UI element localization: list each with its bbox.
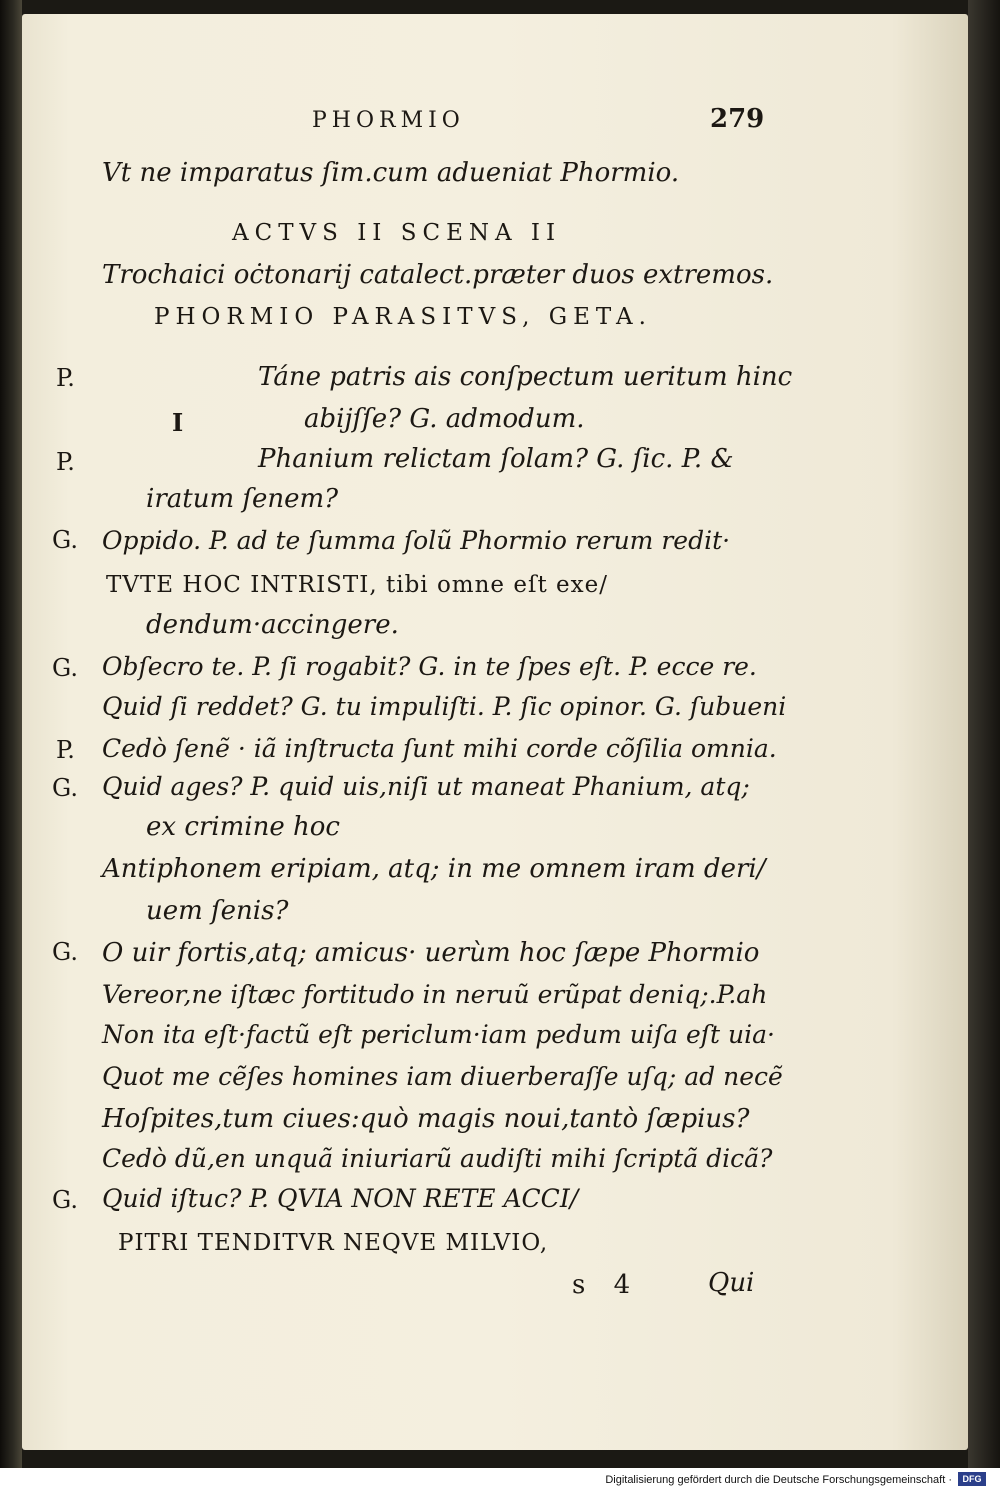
verse-line: Quot me cẽſes homines iam diuerberaſſe uſq; ad necẽ	[102, 1062, 783, 1091]
dfg-logo: DFG	[958, 1472, 986, 1486]
dramatis-personae: PHORMIO PARASITVS, GETA.	[154, 304, 652, 330]
verse-line: Vereor,ne iſtæc fortitudo in neruũ erũpat deniq;.P.ah	[102, 980, 768, 1009]
verse-line: Cedò dũ,en unquã iniuriarũ audiſti mihi ſcriptã dicã?	[102, 1144, 773, 1173]
book-page	[22, 14, 968, 1450]
speaker-label: G.	[52, 526, 78, 554]
catchword: Qui	[708, 1268, 755, 1298]
speaker-label: P.	[56, 448, 75, 476]
speaker-label: G.	[52, 774, 78, 802]
speaker-label: I	[172, 408, 184, 437]
right-board	[968, 0, 1000, 1468]
verse-line: Non ita eſt·factũ eſt periclum·iam pedum uiſa eſt uia·	[102, 1020, 775, 1049]
verse-line: ex crimine hoc	[146, 812, 340, 842]
signature-mark: s 4	[572, 1270, 631, 1300]
footer-bar	[0, 1468, 1000, 1492]
verse-line: uem ſenis?	[146, 896, 289, 926]
verse-line: Quid ſi reddet? G. tu impuliſti. P. ſic opinor. G. ſubueni	[102, 692, 787, 721]
verse-line: O uir fortis,atq; amicus· uerùm hoc ſæpe Phormio	[102, 938, 760, 968]
act-heading: ACTVS II SCENA II	[232, 220, 562, 246]
verse-line: Phanium relictam ſolam? G. ſic. P. &	[258, 444, 734, 474]
text-line: Vt ne imparatus ſim.cum adueniat Phormio.	[102, 158, 680, 188]
verse-line: abijſſe? G. admodum.	[304, 404, 585, 434]
speaker-label: P.	[56, 736, 75, 764]
verse-line: Oppido. P. ad te ſumma ſolũ Phormio rerum redit·	[102, 526, 731, 555]
verse-line: Antiphonem eripiam, atq; in me omnem iram deri/	[102, 854, 766, 884]
speaker-label: P.	[56, 364, 75, 392]
speaker-label: G.	[52, 938, 78, 966]
verse-line: Cedò ſenẽ · iã inſtructa ſunt mihi corde cõſilia omnia.	[102, 734, 777, 763]
left-board	[0, 0, 22, 1468]
running-title: PHORMIO	[312, 108, 465, 133]
speaker-label: G.	[52, 654, 78, 682]
meter-note: Trochaici oċtonarij catalect.præter duos extremos.	[102, 260, 774, 290]
verse-line: dendum·accingere.	[146, 610, 399, 640]
page-number: 279	[710, 104, 765, 134]
verse-line: PITRI TENDITVR NEQVE MILVIO,	[118, 1230, 549, 1256]
verse-line: Táne patris ais conſpectum ueritum hinc	[258, 362, 793, 392]
funding-credit: Digitalisierung gefördert durch die Deutsche Forschungsgemeinschaft ·	[605, 1474, 952, 1486]
verse-line: iratum ſenem?	[146, 484, 339, 514]
verse-line: Hoſpites,tum ciues:quò magis noui,tantò ſæpius?	[102, 1104, 750, 1134]
verse-line: TVTE HOC INTRISTI, tibi omne eſt exe/	[106, 572, 608, 598]
speaker-label: G.	[52, 1186, 78, 1214]
verse-line: Quid iſtuc? P. QVIA NON RETE ACCI/	[102, 1184, 579, 1213]
verse-line: Quid ages? P. quid uis,niſi ut maneat Phanium, atq;	[102, 772, 750, 801]
verse-line: Obſecro te. P. ſi rogabit? G. in te ſpes eſt. P. ecce re.	[102, 652, 757, 681]
